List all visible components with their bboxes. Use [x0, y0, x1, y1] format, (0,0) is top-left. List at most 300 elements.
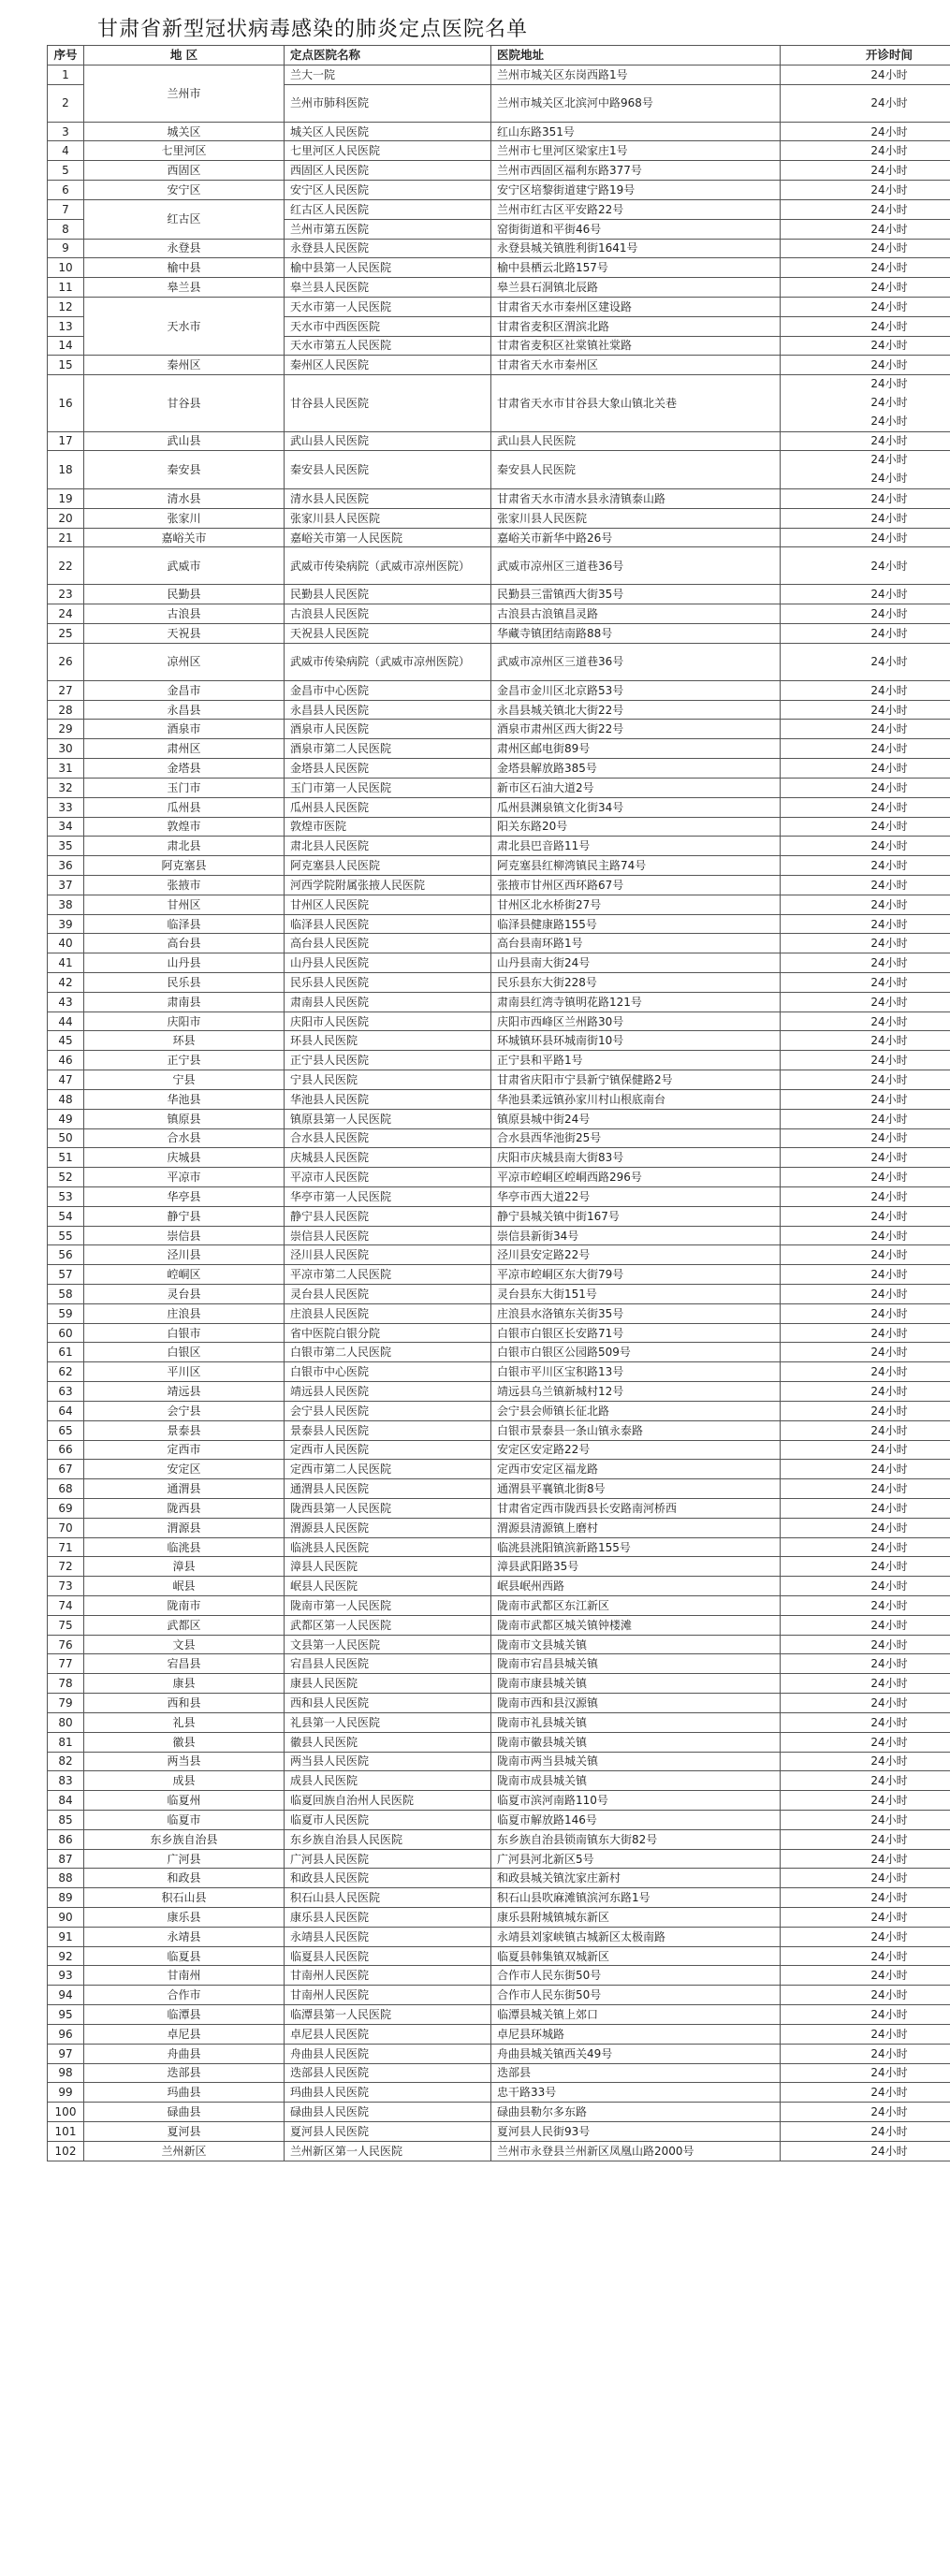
hours-value: 24小时 [781, 778, 950, 797]
row-number: 16 [48, 375, 84, 431]
row-number: 22 [48, 547, 84, 585]
area-cell: 玛曲县 [84, 2083, 285, 2103]
area-cell: 七里河区 [84, 141, 285, 161]
table-row [48, 2063, 950, 2083]
hospital-address: 定西市安定区福龙路 [491, 1460, 781, 1479]
row-number: 70 [48, 1518, 84, 1537]
area-cell: 庆阳市 [84, 1011, 285, 1031]
hospital-address: 临夏市滨河南路110号 [491, 1791, 781, 1811]
area-cell: 嘉峪关市 [84, 528, 285, 547]
hospital-address: 正宁县和平路1号 [491, 1051, 781, 1070]
hours-value: 24小时 [781, 1401, 950, 1420]
table-row [48, 2024, 950, 2044]
hours-value: 24小时 [781, 1557, 950, 1577]
table-row [48, 239, 950, 258]
area-cell: 临夏市 [84, 1810, 285, 1829]
area-cell: 安宁区 [84, 181, 285, 200]
hours-value: 24小时 [781, 2103, 950, 2122]
hospital-name: 阿克塞县人民医院 [285, 856, 491, 876]
hospital-name: 皋兰县人民医院 [285, 278, 491, 298]
hospital-name: 陇西县第一人民医院 [285, 1498, 491, 1518]
hospital-name: 安宁区人民医院 [285, 181, 491, 200]
area-cell: 庆城县 [84, 1148, 285, 1168]
area-cell: 金塔县 [84, 759, 285, 779]
area-cell: 临洮县 [84, 1537, 285, 1557]
row-number: 78 [48, 1674, 84, 1694]
hospital-address: 陇南市文县城关镇 [491, 1635, 781, 1654]
area-cell: 徽县 [84, 1732, 285, 1752]
table-row [48, 817, 950, 837]
hours-value: 24小时 [781, 1791, 950, 1811]
area-cell: 碌曲县 [84, 2103, 285, 2122]
hospital-name: 临泽县人民医院 [285, 914, 491, 934]
row-number: 26 [48, 643, 84, 680]
hospital-name: 天水市中西医医院 [285, 316, 491, 336]
hours-value: 24小时 [781, 1927, 950, 1946]
area-cell: 积石山县 [84, 1888, 285, 1908]
row-number: 51 [48, 1148, 84, 1168]
hospital-name: 高台县人民医院 [285, 934, 491, 953]
table-row [48, 1420, 950, 1440]
hospital-name: 华亭市第一人民医院 [285, 1186, 491, 1206]
area-cell: 渭源县 [84, 1518, 285, 1537]
table-row [48, 1829, 950, 1849]
area-cell: 高台县 [84, 934, 285, 953]
hospital-address: 渭源县清源镇上磨村 [491, 1518, 781, 1537]
hospital-name: 靖远县人民医院 [285, 1382, 491, 1402]
table-row [48, 1927, 950, 1946]
hospital-address: 陇南市康县城关镇 [491, 1674, 781, 1694]
hospital-name: 秦安县人民医院 [285, 451, 491, 489]
table-row [48, 2005, 950, 2025]
hospital-name: 西固区人民医院 [285, 161, 491, 181]
hospital-address: 武威市凉州区三道巷36号 [491, 547, 781, 585]
hospital-name: 陇南市第一人民医院 [285, 1596, 491, 1616]
hours-value: 24小时 [781, 547, 950, 585]
hospital-address: 卓尼县环城路 [491, 2024, 781, 2044]
table-row [48, 1479, 950, 1499]
area-cell: 凉州区 [84, 643, 285, 680]
area-cell: 永靖县 [84, 1927, 285, 1946]
area-cell: 天水市 [84, 297, 285, 355]
hospital-name: 礼县第一人民医院 [285, 1712, 491, 1732]
row-number: 9 [48, 239, 84, 258]
hospital-name: 舟曲县人民医院 [285, 2044, 491, 2063]
table-row [48, 700, 950, 720]
hours-value: 24小时 [781, 1635, 950, 1654]
row-number: 72 [48, 1557, 84, 1577]
hours-value: 24小时 [781, 1440, 950, 1460]
hospital-name: 定西市人民医院 [285, 1440, 491, 1460]
hospital-name: 兰州市第五医院 [285, 219, 491, 239]
hospital-name: 徽县人民医院 [285, 1732, 491, 1752]
hours-value: 24小时 [781, 2024, 950, 2044]
table-row [48, 759, 950, 779]
table-row [48, 297, 950, 316]
row-number: 61 [48, 1343, 84, 1362]
hours-value: 24小时 [781, 1908, 950, 1928]
hours-value: 24小时 [781, 1011, 950, 1031]
hospital-address: 平凉市崆峒区崆峒西路296号 [491, 1168, 781, 1187]
hours-value: 24小时 [781, 1946, 950, 1966]
area-cell: 景泰县 [84, 1420, 285, 1440]
row-number: 102 [48, 2141, 84, 2161]
hospital-address: 肃北县巴音路11号 [491, 837, 781, 856]
hospital-name: 西和县人民医院 [285, 1694, 491, 1713]
row-number: 34 [48, 817, 84, 837]
hospital-address: 民勤县三雷镇西大街35号 [491, 585, 781, 604]
hospital-name: 静宁县人民医院 [285, 1206, 491, 1226]
hours-value: 24小时 [781, 1694, 950, 1713]
table-row [48, 1460, 950, 1479]
area-cell: 宁县 [84, 1070, 285, 1090]
row-number: 28 [48, 700, 84, 720]
hours-value: 24小时 [781, 1829, 950, 1849]
hospital-address: 金塔县解放路385号 [491, 759, 781, 779]
row-number: 95 [48, 2005, 84, 2025]
hours-value: 24小时 [781, 992, 950, 1011]
header-no: 序号 [48, 46, 84, 65]
hospital-address: 临夏市解放路146号 [491, 1810, 781, 1829]
table-row [48, 528, 950, 547]
hospital-name: 灵台县人民医院 [285, 1285, 491, 1304]
area-cell: 镇原县 [84, 1109, 285, 1128]
row-number: 67 [48, 1460, 84, 1479]
hospital-name: 天水市第一人民医院 [285, 297, 491, 316]
hospital-name: 华池县人民医院 [285, 1089, 491, 1109]
row-number: 85 [48, 1810, 84, 1829]
area-cell: 合作市 [84, 1986, 285, 2005]
table-row [48, 1674, 950, 1694]
hospital-name: 正宁县人民医院 [285, 1051, 491, 1070]
hospital-address: 静宁县城关镇中街167号 [491, 1206, 781, 1226]
row-number: 55 [48, 1226, 84, 1245]
table-row [48, 1109, 950, 1128]
area-cell: 永登县 [84, 239, 285, 258]
hours-value: 24小时 [781, 643, 950, 680]
hospital-name: 金塔县人民医院 [285, 759, 491, 779]
hospital-address: 会宁县会师镇长征北路 [491, 1401, 781, 1420]
hospital-address: 陇南市武都区城关镇钟楼滩 [491, 1615, 781, 1635]
hospital-address: 新市区石油大道2号 [491, 778, 781, 797]
table-row [48, 2044, 950, 2063]
row-number: 50 [48, 1128, 84, 1148]
table-row [48, 1031, 950, 1051]
row-number: 10 [48, 258, 84, 278]
hospital-name: 瓜州县人民医院 [285, 797, 491, 817]
table-row [48, 856, 950, 876]
area-cell: 华池县 [84, 1089, 285, 1109]
hours-value: 24小时 [781, 1479, 950, 1499]
hospital-name: 兰大一院 [285, 65, 491, 84]
row-number: 8 [48, 219, 84, 239]
hospital-address: 庄浪县水洛镇东关街35号 [491, 1303, 781, 1323]
row-number: 19 [48, 488, 84, 508]
row-number: 31 [48, 759, 84, 779]
table-row [48, 1946, 950, 1966]
hospital-address: 甘肃省麦积区社棠镇社棠路 [491, 336, 781, 356]
hours-value: 24小时 [781, 1051, 950, 1070]
hours-value: 24小时 [781, 2083, 950, 2103]
hours-value: 24小时 [781, 65, 950, 84]
hospital-address: 东乡族自治县锁南镇东大街82号 [491, 1829, 781, 1849]
area-cell: 甘州区 [84, 895, 285, 914]
hospital-address: 窑街街道和平街46号 [491, 219, 781, 239]
table-row [48, 624, 950, 644]
row-number: 73 [48, 1577, 84, 1596]
hours-value: 24小时 [870, 414, 908, 428]
row-number: 17 [48, 431, 84, 451]
hours-value: 24小时 [781, 1285, 950, 1304]
hospital-name: 泾川县人民医院 [285, 1245, 491, 1265]
hours-value: 24小时 [781, 1323, 950, 1343]
hospital-name: 古浪县人民医院 [285, 604, 491, 624]
hospital-name: 城关区人民医院 [285, 122, 491, 141]
row-number: 92 [48, 1946, 84, 1966]
table-row [48, 2103, 950, 2122]
table-row [48, 953, 950, 973]
hours-value: 24小时 [781, 1771, 950, 1791]
row-number: 13 [48, 316, 84, 336]
table-row [48, 1362, 950, 1382]
hospital-name: 广河县人民医院 [285, 1849, 491, 1869]
row-number: 76 [48, 1635, 84, 1654]
hours-value: 24小时 [781, 1128, 950, 1148]
table-row [48, 1518, 950, 1537]
area-cell: 夏河县 [84, 2121, 285, 2141]
row-number: 86 [48, 1829, 84, 1849]
row-number: 101 [48, 2121, 84, 2141]
table-row [48, 1440, 950, 1460]
hospital-address: 兰州市七里河区梁家庄1号 [491, 141, 781, 161]
hospital-name: 甘州区人民医院 [285, 895, 491, 914]
row-number: 88 [48, 1869, 84, 1888]
table-row [48, 585, 950, 604]
hospital-name: 景泰县人民医院 [285, 1420, 491, 1440]
row-number: 25 [48, 624, 84, 644]
table-header-row [48, 46, 950, 65]
area-cell: 临夏县 [84, 1946, 285, 1966]
row-number: 40 [48, 934, 84, 953]
hospital-address: 灵台县东大街151号 [491, 1285, 781, 1304]
table-row [48, 778, 950, 797]
hours-value: 24小时 [781, 1362, 950, 1382]
hospital-name: 通渭县人民医院 [285, 1479, 491, 1499]
row-number: 52 [48, 1168, 84, 1187]
area-cell: 兰州市 [84, 65, 285, 122]
area-cell: 古浪县 [84, 604, 285, 624]
hospital-address: 泾川县安定路22号 [491, 1245, 781, 1265]
area-cell: 平川区 [84, 1362, 285, 1382]
table-row [48, 1089, 950, 1109]
row-number: 91 [48, 1927, 84, 1946]
row-number: 65 [48, 1420, 84, 1440]
area-cell: 敦煌市 [84, 817, 285, 837]
hospital-address: 夏河县人民街93号 [491, 2121, 781, 2141]
row-number: 48 [48, 1089, 84, 1109]
row-number: 43 [48, 992, 84, 1011]
header-area: 地 区 [84, 46, 285, 65]
table-row [48, 914, 950, 934]
hospital-name: 酒泉市人民医院 [285, 720, 491, 739]
area-cell: 礼县 [84, 1712, 285, 1732]
hospital-name: 民勤县人民医院 [285, 585, 491, 604]
row-number: 2 [48, 84, 84, 122]
row-number: 77 [48, 1654, 84, 1674]
hospital-name: 迭部县人民医院 [285, 2063, 491, 2083]
hours-value: 24小时 [781, 431, 950, 451]
hospital-address: 皋兰县石洞镇北辰路 [491, 278, 781, 298]
header-address: 医院地址 [491, 46, 781, 65]
hospital-address: 甘肃省天水市秦州区建设路 [491, 297, 781, 316]
hospital-address: 华亭市西大道22号 [491, 1186, 781, 1206]
row-number: 35 [48, 837, 84, 856]
hours-value: 24小时 [781, 2121, 950, 2141]
row-number: 3 [48, 122, 84, 141]
table-row [48, 1323, 950, 1343]
hours-value: 24小时 [781, 1226, 950, 1245]
table-row [48, 1966, 950, 1986]
area-cell: 瓜州县 [84, 797, 285, 817]
area-cell: 岷县 [84, 1577, 285, 1596]
row-number: 33 [48, 797, 84, 817]
table-row [48, 431, 950, 451]
hospital-address: 张掖市甘州区西环路67号 [491, 875, 781, 895]
area-cell: 榆中县 [84, 258, 285, 278]
hospital-address: 永昌县城关镇北大街22号 [491, 700, 781, 720]
hospital-address: 山丹县南大街24号 [491, 953, 781, 973]
hospital-address: 甘肃省天水市甘谷县大象山镇北关巷 [491, 375, 781, 431]
table-row [48, 2083, 950, 2103]
hours-value: 24小时 [781, 84, 950, 122]
hours-value: 24小时 [781, 488, 950, 508]
table-row [48, 1303, 950, 1323]
hours-value: 24小时 [781, 680, 950, 700]
hospital-name: 甘谷县人民医院 [285, 375, 491, 431]
hours-value: 24小时 [781, 1498, 950, 1518]
hospital-address: 临夏县韩集镇双城新区 [491, 1946, 781, 1966]
hospital-address: 古浪县古浪镇昌灵路 [491, 604, 781, 624]
row-number: 96 [48, 2024, 84, 2044]
area-cell: 东乡族自治县 [84, 1829, 285, 1849]
row-number: 21 [48, 528, 84, 547]
hospital-address: 张家川县人民医院 [491, 508, 781, 528]
hours-value: 24小时 [781, 1460, 950, 1479]
hospital-name: 临夏县人民医院 [285, 1946, 491, 1966]
hours-value: 24小时 [781, 161, 950, 181]
area-cell: 酒泉市 [84, 720, 285, 739]
hours-value: 24小时 [781, 700, 950, 720]
hospital-name: 合水县人民医院 [285, 1128, 491, 1148]
hours-value: 24小时 [781, 356, 950, 375]
hospital-name: 兰州新区第一人民医院 [285, 2141, 491, 2161]
hospital-address: 兰州市城关区东岗西路1号 [491, 65, 781, 84]
hospital-name: 榆中县第一人民医院 [285, 258, 491, 278]
row-number: 62 [48, 1362, 84, 1382]
table-row [48, 1849, 950, 1869]
hours-value: 24小时 [781, 1869, 950, 1888]
hospital-name: 永靖县人民医院 [285, 1927, 491, 1946]
table-row [48, 356, 950, 375]
hospital-address: 舟曲县城关镇西关49号 [491, 2044, 781, 2063]
area-cell: 秦州区 [84, 356, 285, 375]
row-number: 66 [48, 1440, 84, 1460]
row-number: 46 [48, 1051, 84, 1070]
table-row [48, 992, 950, 1011]
hospital-name: 永昌县人民医院 [285, 700, 491, 720]
hours-value: 24小时 [781, 2063, 950, 2083]
row-number: 84 [48, 1791, 84, 1811]
hospital-address: 秦安县人民医院 [491, 451, 781, 489]
hours-value: 24小时 [781, 1148, 950, 1168]
row-number: 27 [48, 680, 84, 700]
hospital-address: 兰州市红古区平安路22号 [491, 199, 781, 219]
row-number: 82 [48, 1752, 84, 1771]
table-row [48, 1168, 950, 1187]
row-number: 38 [48, 895, 84, 914]
hours-value: 24小时 [781, 1265, 950, 1285]
area-cell: 兰州新区 [84, 2141, 285, 2161]
hours-value: 24小时 [781, 817, 950, 837]
hospital-name: 嘉峪关市第一人民医院 [285, 528, 491, 547]
hospital-name: 庆阳市人民医院 [285, 1011, 491, 1031]
row-number: 6 [48, 181, 84, 200]
table-row [48, 1596, 950, 1616]
hours-value: 24小时 [781, 528, 950, 547]
hours-value: 24小时 [781, 585, 950, 604]
area-cell: 秦安县 [84, 451, 285, 489]
hospital-name: 白银市第二人民医院 [285, 1343, 491, 1362]
hours-value: 24小时 [781, 895, 950, 914]
hospital-address: 靖远县乌兰镇新城村12号 [491, 1382, 781, 1402]
hours-value: 24小时 [781, 1382, 950, 1402]
row-number: 41 [48, 953, 84, 973]
table-row [48, 2121, 950, 2141]
row-number: 63 [48, 1382, 84, 1402]
area-cell: 民乐县 [84, 973, 285, 993]
row-number: 59 [48, 1303, 84, 1323]
area-cell: 泾川县 [84, 1245, 285, 1265]
hospital-address: 陇南市礼县城关镇 [491, 1712, 781, 1732]
table-row [48, 934, 950, 953]
hours-value: 24小时 [781, 604, 950, 624]
hospital-name: 永登县人民医院 [285, 239, 491, 258]
hospital-address: 临潭县城关镇上郊口 [491, 2005, 781, 2025]
row-number: 20 [48, 508, 84, 528]
hospital-address: 和政县城关镇沈家庄新村 [491, 1869, 781, 1888]
hospital-address: 陇南市徽县城关镇 [491, 1732, 781, 1752]
row-number: 71 [48, 1537, 84, 1557]
area-cell: 西固区 [84, 161, 285, 181]
row-number: 68 [48, 1479, 84, 1499]
hospital-name: 宁县人民医院 [285, 1070, 491, 1090]
hours-value: 24小时 [781, 1615, 950, 1635]
hospital-address: 陇南市宕昌县城关镇 [491, 1654, 781, 1674]
area-cell: 西和县 [84, 1694, 285, 1713]
hours-value: 24小时 [781, 508, 950, 528]
area-cell: 迭部县 [84, 2063, 285, 2083]
hours-cell [781, 375, 950, 431]
hours-value: 24小时 [781, 973, 950, 993]
hospital-address: 肃州区邮电街89号 [491, 739, 781, 759]
area-cell: 清水县 [84, 488, 285, 508]
area-cell: 玉门市 [84, 778, 285, 797]
hours-value: 24小时 [781, 1168, 950, 1187]
row-number: 57 [48, 1265, 84, 1285]
hospital-address: 陇南市西和县汉源镇 [491, 1694, 781, 1713]
area-cell: 正宁县 [84, 1051, 285, 1070]
area-cell: 城关区 [84, 122, 285, 141]
